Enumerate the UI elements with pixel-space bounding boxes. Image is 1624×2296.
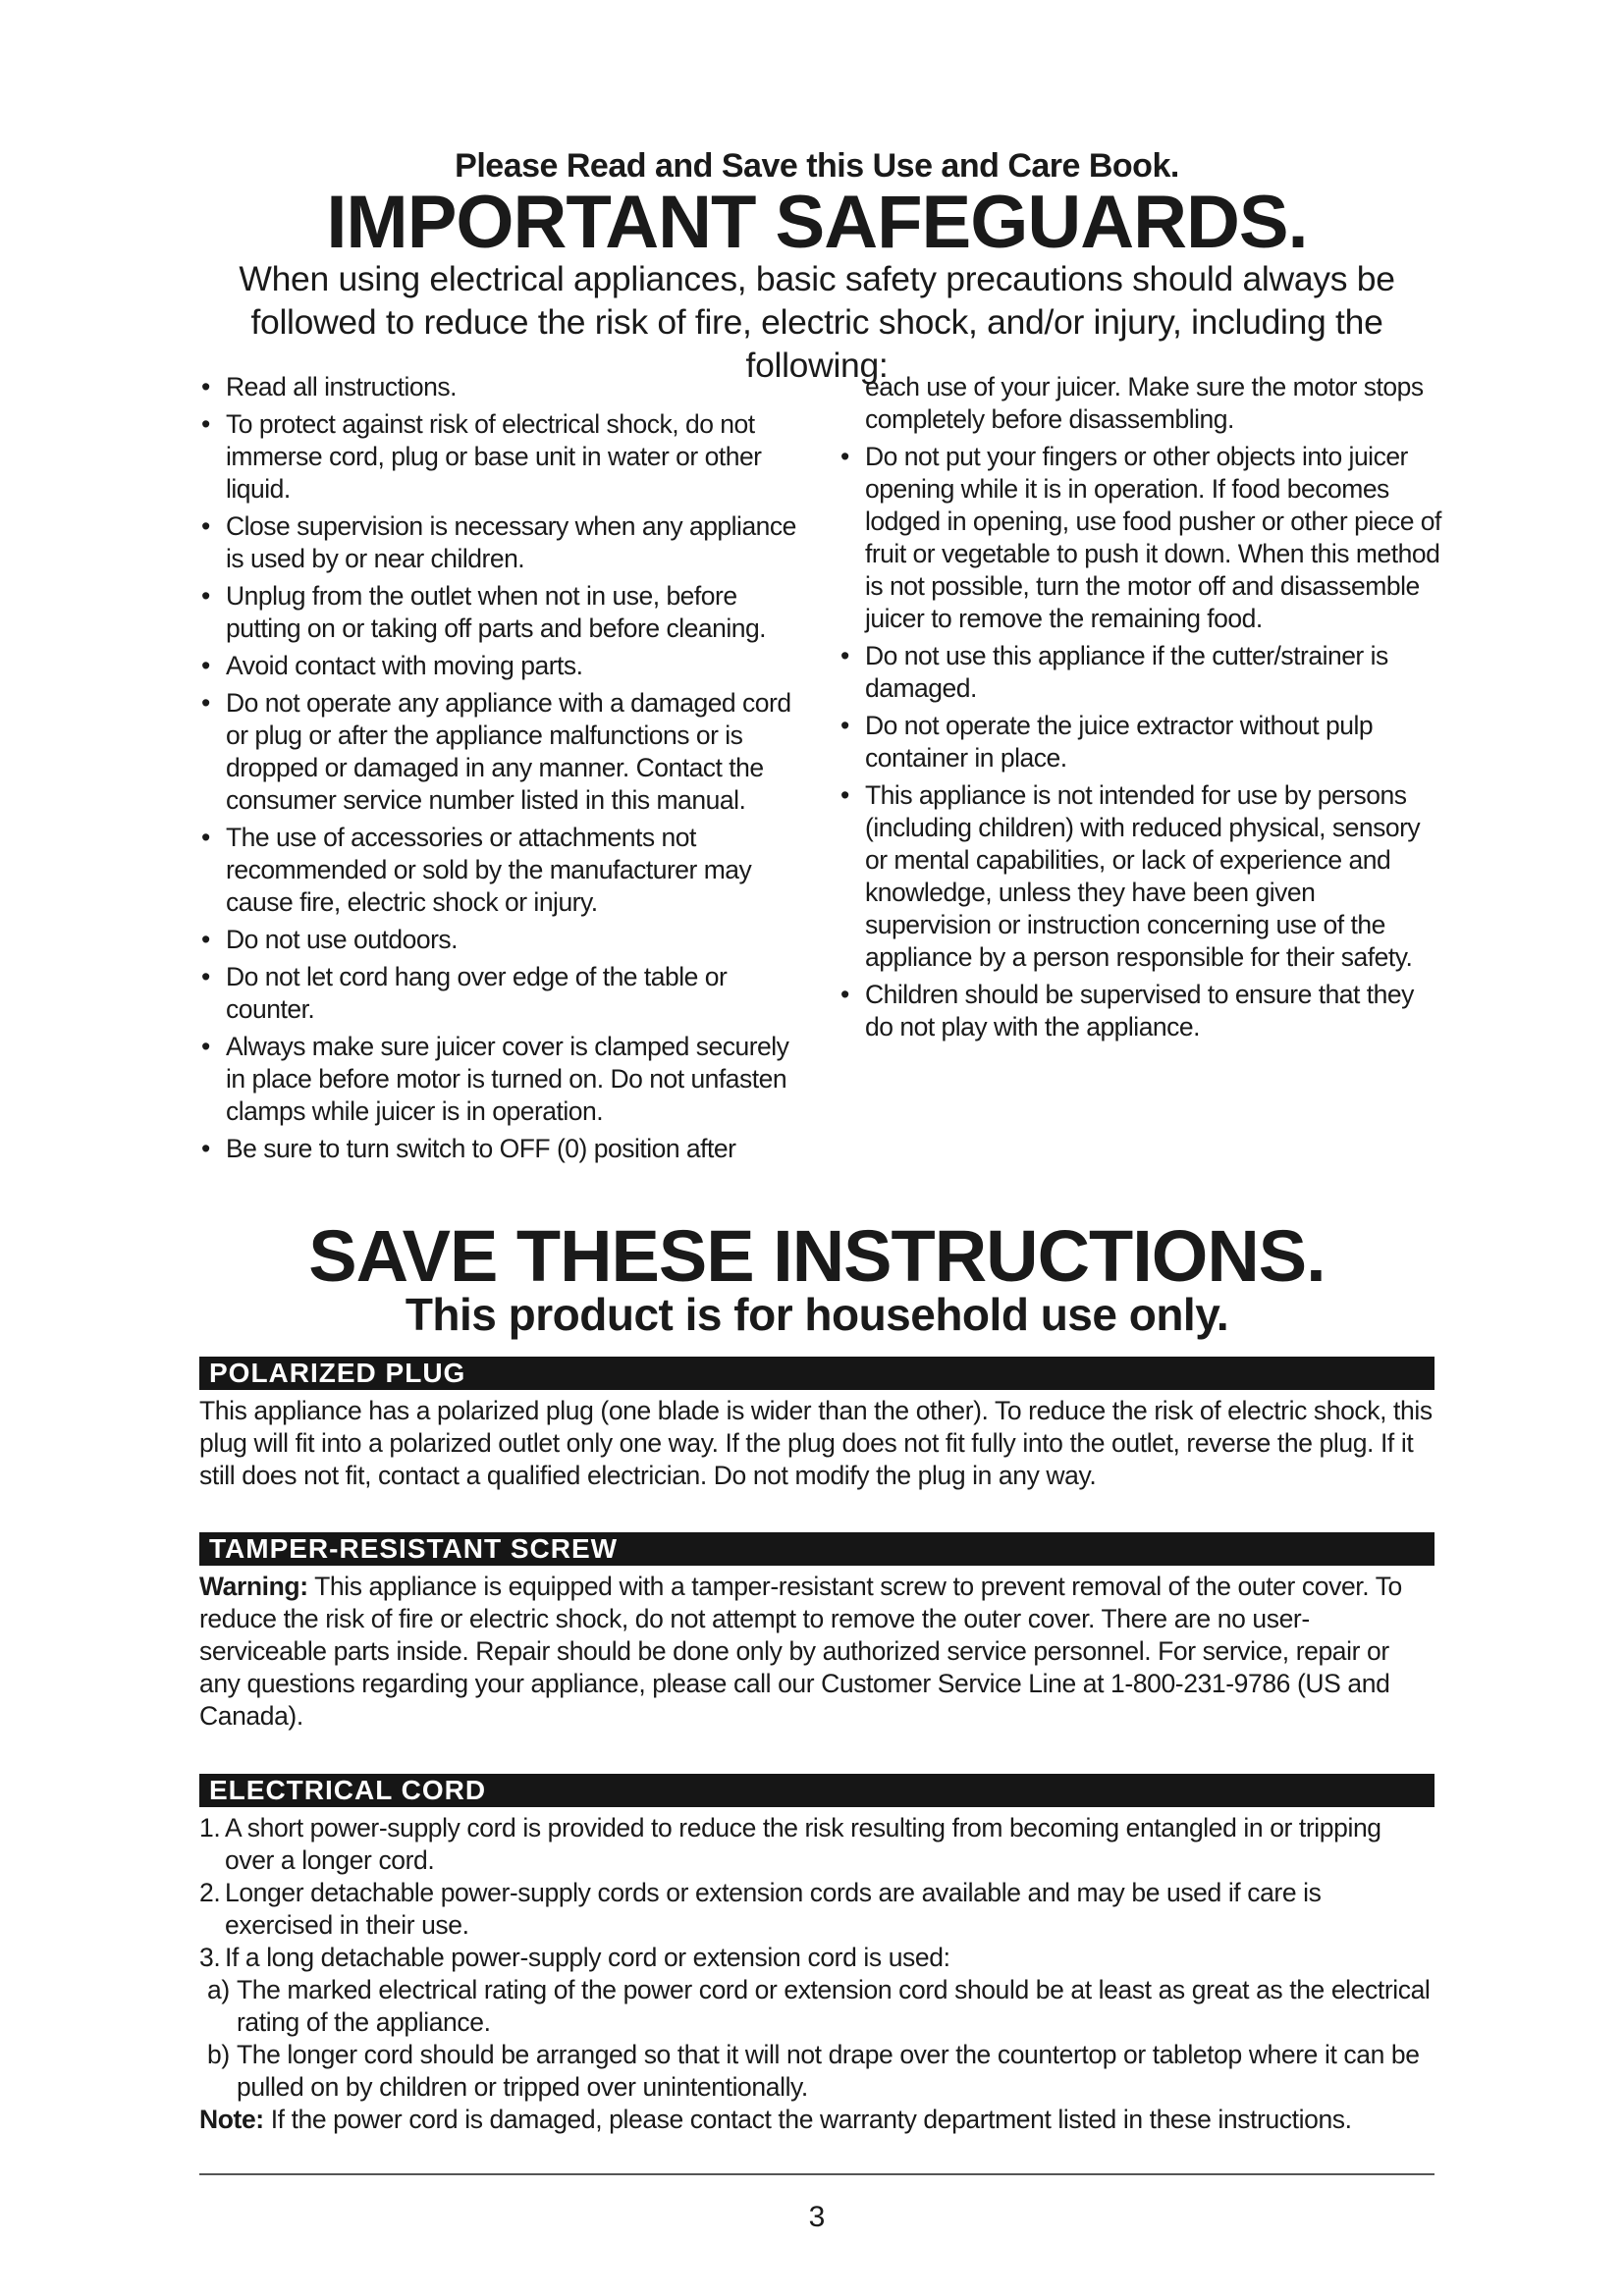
bullet-icon: • [840, 442, 849, 471]
list-item: • Read all instructions. [201, 372, 457, 401]
safeguards-right-column [839, 371, 1443, 1048]
bullet-icon: • [201, 962, 210, 991]
list-item: • The use of accessories or attachments not recommended or sold by the manufacturer may cause fire, electric shock or injury. [201, 823, 752, 917]
list-item: • Avoid contact with moving parts. [201, 651, 583, 680]
bullet-icon: • [201, 925, 210, 954]
bullet-icon: • [840, 711, 849, 740]
list-item: • Children should be supervised to ensure that they do not play with the appliance. [840, 980, 1414, 1041]
bullet-icon: • [201, 688, 210, 718]
electrical-cord-list [199, 1812, 1435, 2104]
list-item: 1. A short power-supply cord is provided to reduce the risk resulting from becoming entangled in or tripping over a longer cord. [199, 1813, 1381, 1875]
tamper-resistant-screw-text: Warning: This appliance is equipped with a tamper-resistant screw to prevent removal of the outer cover. To reduce the risk of fire or electric shock, do not attempt to remove the outer cover. There are no user-serviceable parts inside. Repair should be done only by authorized service personnel. For service, repair or any questions regarding your appliance, please call our Customer Service Line at 1-800-231-9786 (US and Canada). [199, 1572, 1402, 1731]
safeguards-list-left [199, 371, 798, 1165]
bullet-icon: • [840, 780, 849, 810]
bullet-icon: • [201, 372, 210, 401]
bullet-icon: • [201, 581, 210, 611]
save-instructions-heading: SAVE THESE INSTRUCTIONS. [308, 1215, 1326, 1297]
list-item: • Do not operate any appliance with a damaged cord or plug or after the appliance malfunctions or is dropped or damaged in any manner. Contact the consumer service number listed in this manual. [201, 688, 791, 815]
electrical-cord-section [199, 1812, 1435, 2136]
list-item: • Unplug from the outlet when not in use, before putting on or taking off parts and before cleaning. [201, 581, 767, 643]
list-item: • Do not use this appliance if the cutter/strainer is damaged. [840, 641, 1388, 703]
cord-note: Note: If the power cord is damaged, please contact the warranty department listed in these instructions. [199, 2105, 1352, 2134]
electrical-cord-heading: ELECTRICAL CORD [199, 1774, 1435, 1807]
safeguards-left-column [199, 371, 798, 1170]
list-item: • Close supervision is necessary when any appliance is used by or near children. [201, 511, 796, 573]
bullet-icon: • [201, 651, 210, 680]
bullet-icon: • [201, 1032, 210, 1061]
list-item: • Do not put your fingers or other objects into juicer opening while it is in operation. If food becomes lodged in opening, use food pusher or other piece of fruit or vegetable to push it down. When this method is not possible, turn the motor off and disassemble juicer to remove the remaining food. [840, 442, 1441, 633]
list-item: • Always make sure juicer cover is clamped securely in place before motor is turned on. Do not unfasten clamps while juicer is in operation. [201, 1032, 789, 1126]
tamper-resistant-screw-heading: TAMPER-RESISTANT SCREW [199, 1532, 1435, 1566]
household-use-notice: This product is for household use only. [405, 1289, 1229, 1340]
list-item: a) The marked electrical rating of the power cord or extension cord should be at least as great as the electrical rating of the appliance. [207, 1975, 1431, 2037]
list-item: 2. Longer detachable power-supply cords or extension cords are available and may be used if care is exercised in their use. [199, 1878, 1322, 1940]
list-item: b) The longer cord should be arranged so that it will not drape over the countertop or tabletop where it can be pulled on by children or tripped over unintentionally. [207, 2040, 1420, 2102]
polarized-plug-text: This appliance has a polarized plug (one blade is wider than the other). To reduce the risk of electric shock, this plug will fit into a polarized outlet only one way. If the plug does not fit fully into the outlet, reverse the plug. If it still does not fit, contact a qualified electrician. Do not modify the plug in any way. [199, 1396, 1433, 1490]
pre-title: Please Read and Save this Use and Care Book. [455, 147, 1179, 185]
page-number: 3 [808, 2201, 826, 2233]
bullet-icon: • [201, 1134, 210, 1163]
bullet-icon: • [201, 511, 210, 541]
intro-paragraph: When using electrical appliances, basic safety precautions should always be followed to reduce the risk of fire, electric shock, and/or injury, including the following: [239, 259, 1395, 385]
bullet-icon: • [201, 409, 210, 439]
bullet-icon: • [840, 980, 849, 1009]
list-item: • Do not use outdoors. [201, 925, 459, 954]
bullet-icon: • [201, 823, 210, 852]
list-item-continuation: each use of your juicer. Make sure the motor stops completely before disassembling. [865, 372, 1424, 434]
list-item: • Be sure to turn switch to OFF (0) position after [201, 1134, 736, 1163]
list-item: 3. If a long detachable power-supply cord or extension cord is used: [199, 1943, 950, 1972]
note-label: Note: [199, 2105, 264, 2134]
bullet-icon: • [840, 641, 849, 670]
polarized-plug-heading: POLARIZED PLUG [199, 1357, 1435, 1390]
warning-label: Warning: [199, 1572, 308, 1601]
list-item: • This appliance is not intended for use by persons (including children) with reduced physical, sensory or mental capabilities, or lack of experience and knowledge, unless they have been given supervision or instruction concerning use of the appliance by a person responsible for their safety. [840, 780, 1421, 972]
list-item: • To protect against risk of electrical shock, do not immerse cord, plug or base unit in water or other liquid. [201, 409, 762, 504]
page-title: IMPORTANT SAFEGUARDS. [326, 181, 1308, 264]
footer-divider [199, 2173, 1435, 2175]
safeguards-list-right [839, 441, 1443, 1043]
list-item: • Do not operate the juice extractor without pulp container in place. [840, 711, 1374, 773]
list-item: • Do not let cord hang over edge of the table or counter. [201, 962, 728, 1024]
